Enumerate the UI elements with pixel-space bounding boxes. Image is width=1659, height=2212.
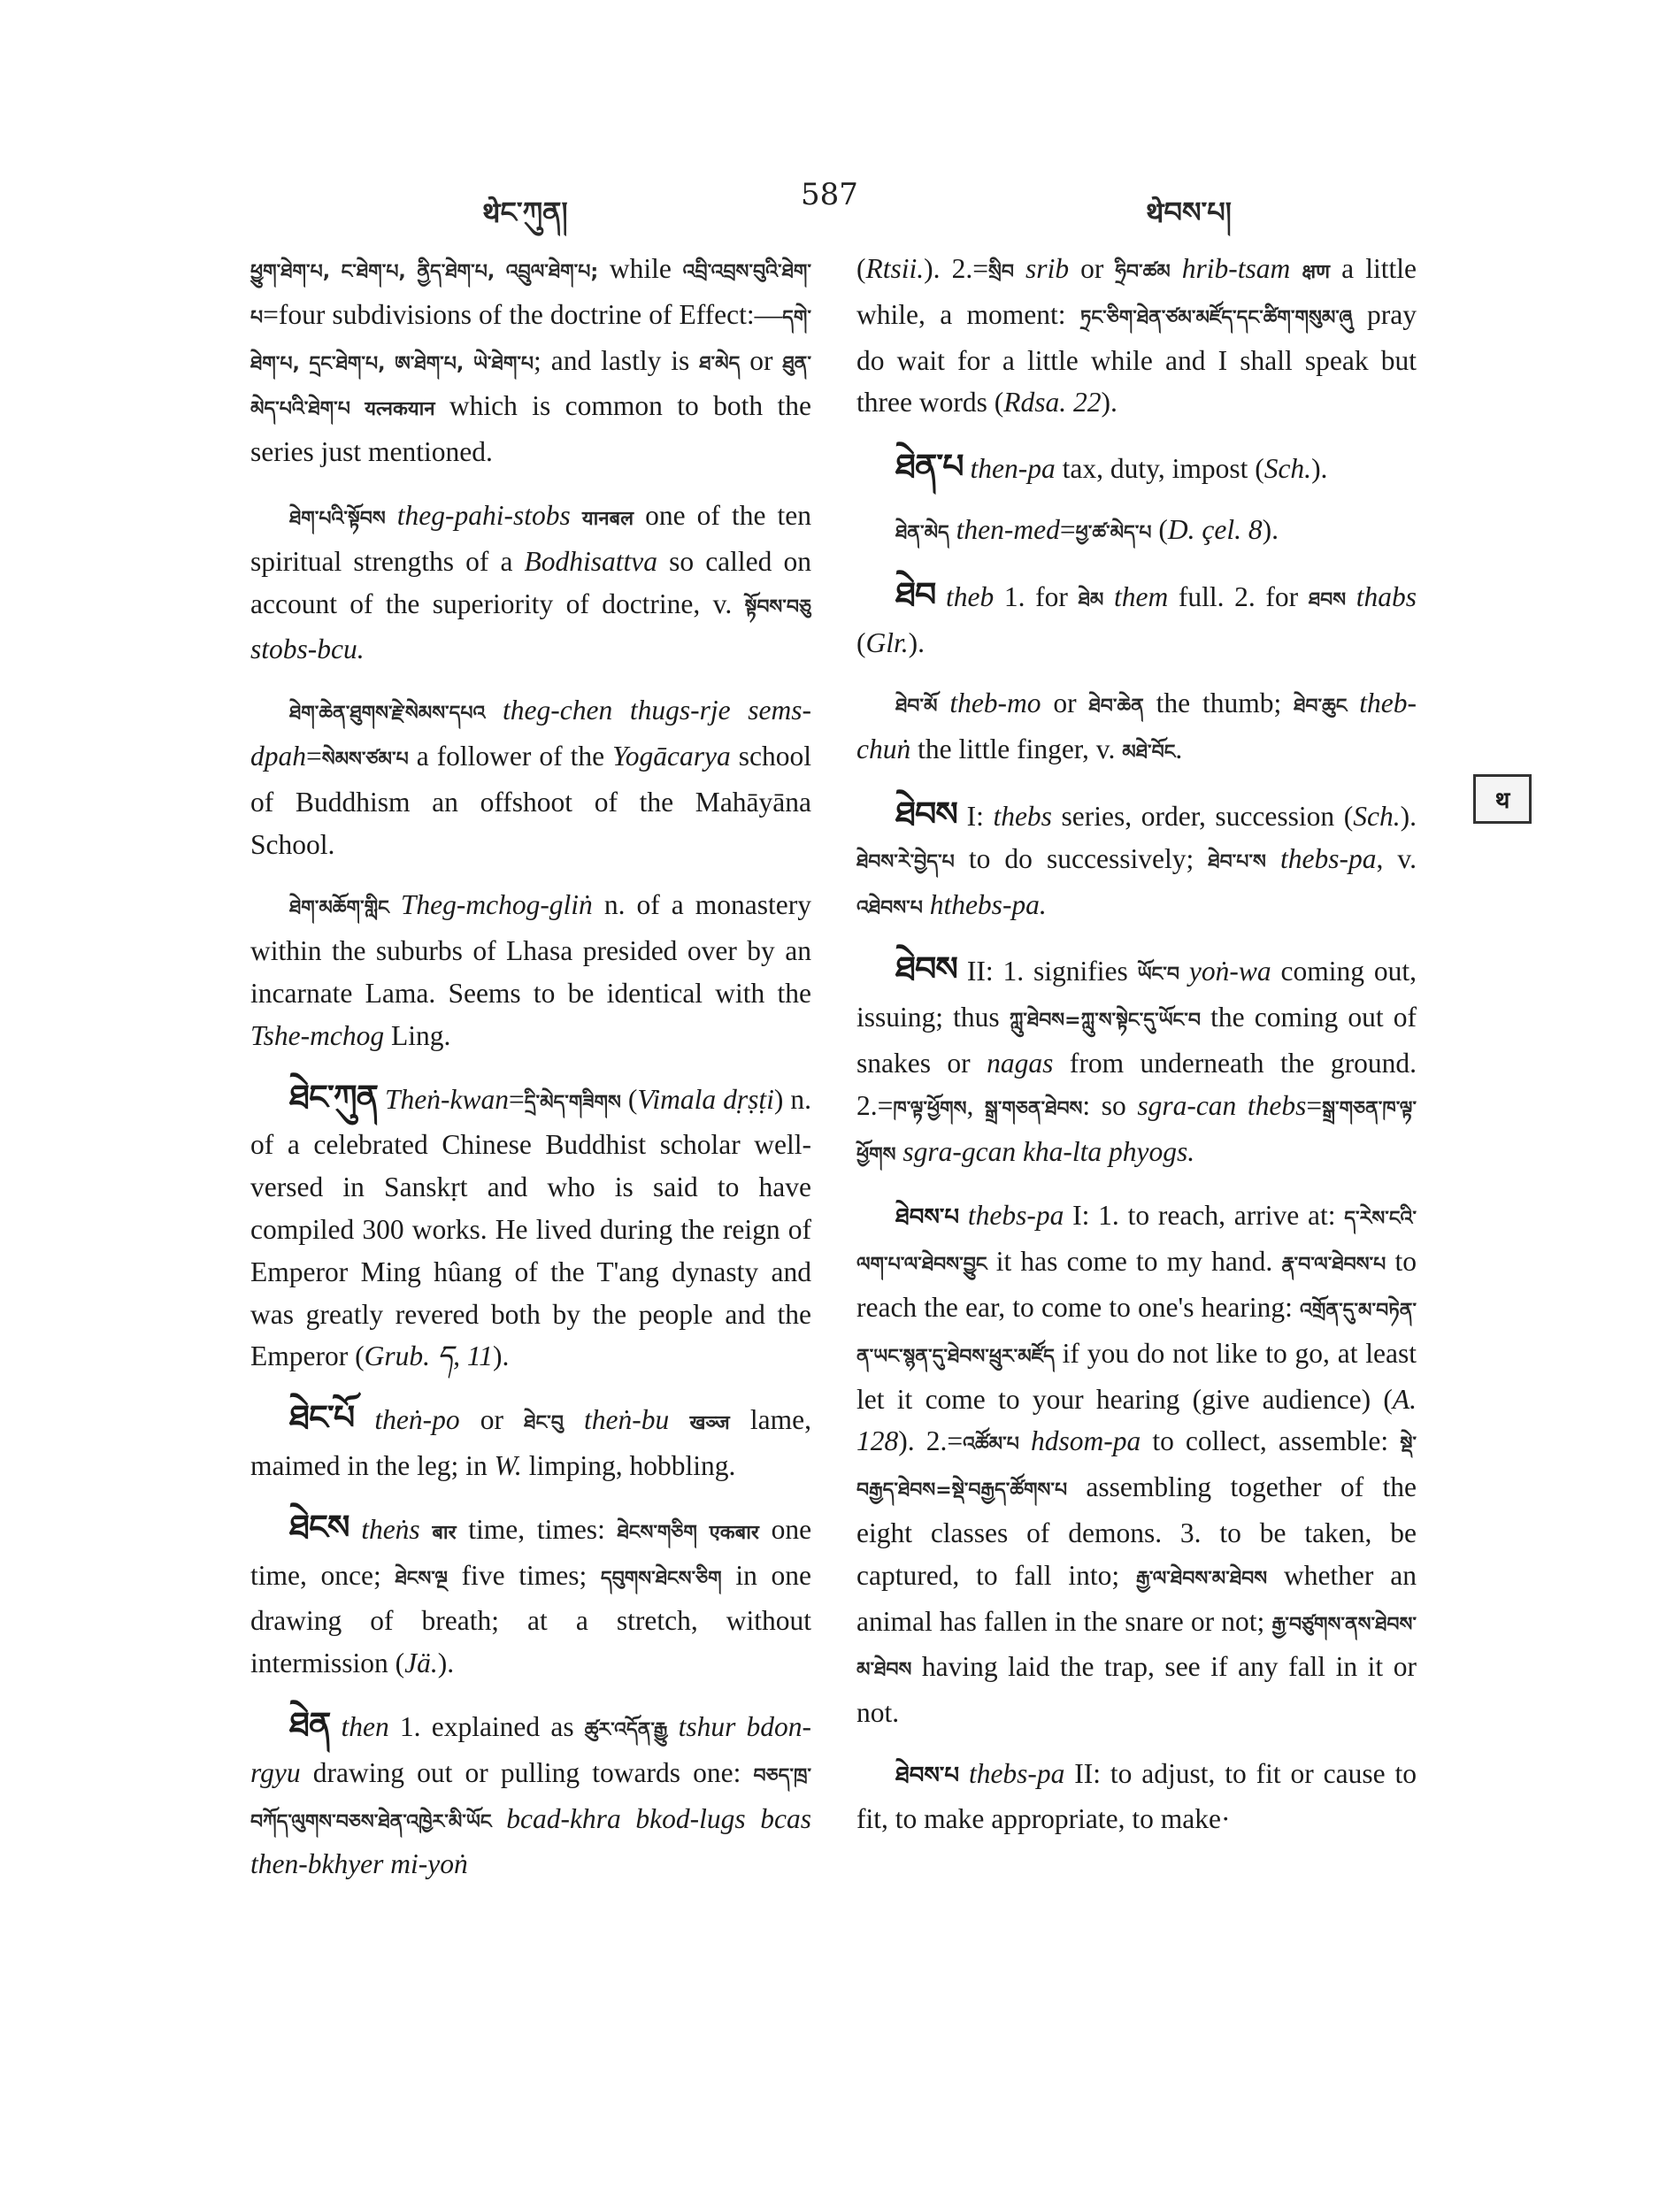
entry-theg-mchog-gling [250, 884, 811, 1056]
text: 1. for [994, 580, 1079, 612]
italic-text: W. [494, 1449, 522, 1481]
text: whether an animal has fallen in the snare or not; [856, 1559, 1417, 1637]
tibetan-text: ཀླུ་ཐེབས=ཀླུ་ས་སྟེང་དུ་ཡོང་བ [1009, 1010, 1201, 1033]
text: = [1306, 1089, 1323, 1121]
tibetan-text: རྒྱ་ལ་ཐེབས་མ་ཐེབས [1135, 1567, 1268, 1590]
tibetan-text: ཐེག་མཆོག་གླིང [289, 897, 389, 920]
sanskrit-text: यत्नकयान [365, 398, 435, 421]
text: from underneath the ground. 2.= [856, 1047, 1417, 1121]
transliteration: then-pa [970, 453, 1056, 485]
italic-text: Jä. [404, 1647, 438, 1679]
tibetan-text: སྒྲ་གཅན་ཁ་ལྟ་ཕྱོགས [856, 1097, 1417, 1166]
entry-theg-chen [250, 689, 811, 865]
tibetan-text: ཐུན་མེད་པའི་ཐེག་པ [250, 352, 811, 421]
italic-text: Grub. ད, 11 [364, 1340, 493, 1372]
entry-thebs-pa-1 [856, 1194, 1417, 1734]
headword: ཐེངས [289, 1506, 349, 1547]
entry-theg-pahi-stobs [250, 495, 811, 671]
tibetan-text: ཐེབས་རེ་བྱེད་པ [856, 850, 955, 873]
tibetan-text: ཐེག་པའི་སྟོབས [289, 507, 386, 530]
transliteration: theṅ-po [374, 1404, 460, 1436]
text: I: 1. to reach, arrive at: [1064, 1200, 1345, 1232]
thumb-index-tab: थ [1473, 774, 1532, 824]
transliteration: theb-mo [949, 687, 1041, 719]
transliteration: tshur bdon-rgyu [250, 1710, 812, 1788]
entry-theng-po [250, 1396, 811, 1487]
sanskrit-text: एकबार [709, 1521, 759, 1544]
headword: ཐེན་པ [895, 446, 964, 487]
text: ). 2.= [898, 1425, 964, 1457]
tibetan-text: འགྲོན་དུ་མ་བཏེན་ན་ཡང་སྙན་དུ་ཐེབས་ཕྲུར་མཛོད [856, 1299, 1417, 1368]
text: or [740, 344, 783, 376]
entry-thebs-2 [856, 948, 1417, 1176]
text: = [1059, 513, 1076, 545]
transliteration: srib [1025, 253, 1070, 284]
sanskrit-text: यानबल [581, 507, 634, 530]
entry-continuation [856, 248, 1417, 424]
entry-thebs-pa-2 [856, 1753, 1417, 1840]
text: while [598, 253, 683, 284]
transliteration: bcad-khra bkod-lugs bcas then-bkhyer mi-yoṅ [250, 1802, 811, 1880]
italic-text: D. çel. 8 [1167, 513, 1263, 545]
text: II: 1. signifies [956, 956, 1138, 987]
italic-text: Rtsii. [865, 253, 925, 284]
transliteration: thebs-pa [967, 1200, 1064, 1232]
entry-continuation [250, 248, 811, 473]
text: or [459, 1404, 525, 1436]
left-column [250, 248, 811, 1904]
transliteration: thebs-pa [1279, 842, 1377, 874]
text: pray do wait for a little while and I shall speak but three words ( [856, 298, 1417, 419]
page-number: 587 [801, 177, 858, 212]
text: = [306, 740, 322, 772]
headword: ཐེབས་པ [895, 1204, 960, 1232]
right-column [856, 248, 1417, 1859]
text: the thumb; [1143, 687, 1294, 719]
italic-text: nagas [987, 1047, 1054, 1079]
transliteration: yoṅ-wa [1188, 956, 1271, 987]
text: time, times: [456, 1513, 618, 1545]
text: ). [1101, 387, 1118, 419]
text: I: [956, 800, 994, 832]
tibetan-text: ཐེངས་གཅིག [617, 1521, 697, 1544]
transliteration: theg-chen thugs-rje sems-dpah [250, 695, 811, 772]
entry-then-med [856, 509, 1417, 555]
text: having laid the trap, see if any fall in it or not. [856, 1651, 1417, 1729]
tibetan-text: རྒྱ་བཙུགས་ནས་ཐེབས་མ་ཐེབས [856, 1613, 1417, 1682]
tibetan-text: བཅད་ཁྲ་བཀོད་ལུགས་བཅས་ཐེན་འཁྱེར་མི་ཡོང [250, 1764, 811, 1833]
text: if you do not like to go, at least let it come to your hearing (give audience) ( [856, 1337, 1417, 1415]
text: in one drawing of breath; at a stretch, without intermission ( [250, 1559, 811, 1679]
text: series, order, succession ( [1051, 800, 1354, 832]
entry-then-pa [856, 445, 1417, 490]
sanskrit-text: खञ्ज [689, 1412, 730, 1435]
italic-text: Sch. [1353, 800, 1401, 832]
transliteration: hthebs-pa. [929, 888, 1047, 920]
entry-theb [856, 573, 1417, 664]
tibetan-text: ཏྲང་ཅིག་ཐེན་ཙམ་མཛོད་དང་ཚིག་གསུམ་ཞུ [1079, 306, 1353, 329]
transliteration: stobs-bcu. [250, 634, 365, 665]
tibetan-text: ཐབས [1308, 588, 1347, 611]
tibetan-text: ཁ་ལྟ་ཕྱོགས [893, 1097, 967, 1120]
italic-text: A. 128 [856, 1383, 1417, 1457]
tibetan-text: ཐེངས་ལྔ [395, 1567, 448, 1590]
tibetan-text: ཧྲིབ་ཚམ [1115, 261, 1171, 283]
text: to reach the ear, to come to one's hearing: [856, 1246, 1417, 1323]
tibetan-text: འཐེབས་པ [856, 896, 923, 919]
italic-text: Tshe-mchog [250, 1019, 385, 1051]
text: ( [856, 253, 866, 284]
entry-then [250, 1703, 811, 1886]
text: ). [908, 626, 926, 658]
tibetan-text: ཡོང་བ [1137, 964, 1179, 987]
text: so called on account of the superiority of doctrine, v. [250, 545, 811, 619]
tibetan-text: དྲི་མེད་གཟིགས [524, 1091, 621, 1114]
text: one time, once; [250, 1513, 812, 1591]
text: : so [1082, 1089, 1138, 1121]
transliteration: Theg-mchog-gliṅ [400, 889, 593, 921]
text: ). [1311, 453, 1328, 485]
tibetan-text: སྲིབ [988, 261, 1014, 283]
transliteration: sgra-gcan kha-lta phyogs. [902, 1135, 1195, 1167]
italic-text: Yogācarya [612, 740, 731, 772]
text: the little finger, v. [910, 733, 1123, 765]
text: a follower of the [408, 740, 613, 772]
text: = [508, 1083, 525, 1115]
transliteration: them [1113, 580, 1169, 612]
running-head-right: थेབས་པ། [1146, 196, 1232, 229]
text: the coming out of snakes or [856, 1002, 1417, 1079]
transliteration: theb-chuṅ [856, 687, 1417, 765]
text: ). [437, 1647, 455, 1679]
text: or [1069, 253, 1116, 284]
text: ( [856, 626, 866, 658]
italic-text: Glr. [865, 626, 909, 658]
headword: ཐེང་ཀུན [289, 1076, 378, 1117]
entry-thebs-1 [856, 793, 1417, 929]
text: which is common to both the series just mentioned. [250, 390, 811, 468]
tibetan-text: སྡེ་བརྒྱད་ཐེབས=སྡེ་བརྒྱད་ཚོགས་པ [856, 1433, 1417, 1502]
transliteration: then [341, 1710, 389, 1742]
text: five times; [447, 1559, 601, 1591]
text: drawing out or pulling towards one: [300, 1756, 754, 1788]
text: ). 2.= [924, 253, 988, 284]
tibetan-text: ད་རེས་ངའི་ལག་པ་ལ་ཐེབས་བྱུང [856, 1208, 1417, 1277]
text: ). [1400, 800, 1417, 832]
sanskrit-text: क्षण [1302, 261, 1331, 283]
tibetan-text: དབུགས་ཐེངས་ཅིག [600, 1567, 722, 1590]
transliteration: thebs-pa [968, 1757, 1065, 1789]
text: it has come to my hand. [987, 1246, 1282, 1278]
transliteration: theb [945, 580, 995, 612]
transliteration: theṅ-bu [584, 1404, 670, 1436]
tibetan-text: ཕྱུག་ཐེག་པ, ང་ཐེག་པ, ནྱིད་ཐེག་པ, འབྲུལ་ཐེག་པ; [250, 261, 599, 283]
tibetan-text: མཐེ་བོང [1122, 741, 1176, 764]
entry-theng-kwan [250, 1076, 811, 1379]
tibetan-text: སེམས་ཙམ་པ [321, 748, 409, 771]
entry-theb-mo [856, 682, 1417, 774]
text: school of Buddhism an offshoot of the Mahāyāna School. [250, 740, 811, 860]
tibetan-text: ཐེག་ཆེན་ཐུགས་རྗེ་སེམས་དཔའ [289, 703, 486, 726]
text: ( [1151, 513, 1168, 545]
text: ) n. of a celebrated Chinese Buddhist scholar well-versed in Sanskṛt and who is said to have compiled 300 works. He lived during the reign of Emperor Ming hûang of the T'ang dynasty and was greatly revered both by the people and the Emperor ( [250, 1083, 811, 1372]
headword: ཐེབ [895, 573, 936, 614]
headword: ཐེན [289, 1703, 331, 1744]
tibetan-text: ཐེབ་ཆེན [1088, 695, 1144, 718]
tibetan-text: འབྲི་འབྲས་བུའི་ཐེག་པ [250, 261, 811, 329]
transliteration: then-med [956, 513, 1060, 545]
tibetan-text: སྒྲ་གཅན་ཐེབས [984, 1097, 1083, 1120]
headword: ཐེབས་པ [895, 1762, 960, 1789]
transliteration: theṅs [361, 1513, 420, 1545]
text: coming out, issuing; thus [856, 956, 1417, 1033]
text: lame, maimed in the leg; in [250, 1404, 812, 1481]
tibetan-text: ཐ་མེད [699, 352, 741, 375]
text: ; and lastly is [534, 344, 700, 376]
transliteration: hrib-tsam [1181, 253, 1291, 284]
headword: ཐེབས [895, 949, 957, 989]
text: II: to adjust, to fit or cause to fit, to make appropriate, to make· [856, 1757, 1417, 1834]
tibetan-text: རྣ་བ་ལ་ཐེབས་པ [1281, 1254, 1386, 1277]
text: full. 2. for [1168, 580, 1309, 612]
text: tax, duty, impost ( [1055, 453, 1264, 485]
text: assembling together of the eight classes of demons. 3. to be taken, be captured, to fall into; [856, 1471, 1417, 1591]
text: n. of a monastery within the suburbs of Lhasa presided over by an incarnate Lama. Seems to be identical with the [250, 889, 812, 1009]
tibetan-text: ཕྱ་ཚ་མེད་པ [1075, 521, 1152, 544]
tibetan-text: ཐེང་བུ [524, 1412, 564, 1435]
tibetan-text: ཐེམ [1078, 588, 1104, 611]
text: to do successively; [954, 842, 1209, 874]
text: a little while, a moment: [856, 253, 1417, 330]
text: . [1175, 733, 1183, 765]
transliteration: thabs [1356, 580, 1417, 612]
tibetan-text: ཐེབ་མོ [895, 695, 938, 718]
tibetan-text: ཐེན་མེད [895, 521, 949, 544]
tibetan-text: དགེ་ཐེག་པ, དྲང་ཐེག་པ, ཨ་ཐེག་པ, ཡེ་ཐེག་པ [250, 306, 811, 375]
tibetan-text: སྟོབས་བཅུ [744, 595, 811, 618]
tibetan-text: འཚོམ་པ [963, 1433, 1019, 1456]
sanskrit-text: बार [432, 1521, 457, 1544]
text: or [1041, 687, 1089, 719]
text: to collect, assemble: [1141, 1425, 1401, 1457]
tibetan-text: ཚུར་འདོན་རྒྱུ [584, 1718, 668, 1741]
text: Ling. [384, 1019, 451, 1051]
text: ( [620, 1083, 638, 1115]
text: one of the ten spiritual strengths of a [250, 499, 812, 577]
italic-text: Sch. [1263, 453, 1312, 485]
transliteration: sgra-can thebs [1137, 1089, 1307, 1121]
text: , [966, 1089, 985, 1121]
italic-text: Vimala dṛṣṭi [637, 1083, 774, 1115]
tibetan-text: ཐེབ་པ་ས [1208, 850, 1266, 873]
text: ). [1262, 513, 1279, 545]
transliteration: thebs [993, 800, 1052, 832]
transliteration: hdsom-pa [1030, 1425, 1141, 1457]
text: limping, hobbling. [521, 1449, 736, 1481]
transliteration: Theṅ-kwan [384, 1083, 509, 1115]
text: =four subdivisions of the doctrine of Effect:— [263, 298, 783, 330]
running-head-left: थेང་ཀུན། [482, 196, 568, 229]
text: 1. explained as [388, 1710, 585, 1742]
entry-thengs [250, 1506, 811, 1685]
italic-text: Bodhisattva [524, 545, 658, 577]
headword: ཐེང་པོ [289, 1397, 355, 1438]
transliteration: theg-pahi-stobs [396, 499, 571, 531]
headword: ཐེབས [895, 793, 957, 833]
text: , v. [1376, 842, 1417, 874]
italic-text: Rdsa. 22 [1003, 387, 1102, 419]
tibetan-text: ཐེབ་ཆུང [1294, 695, 1348, 718]
text: ). [493, 1340, 510, 1372]
